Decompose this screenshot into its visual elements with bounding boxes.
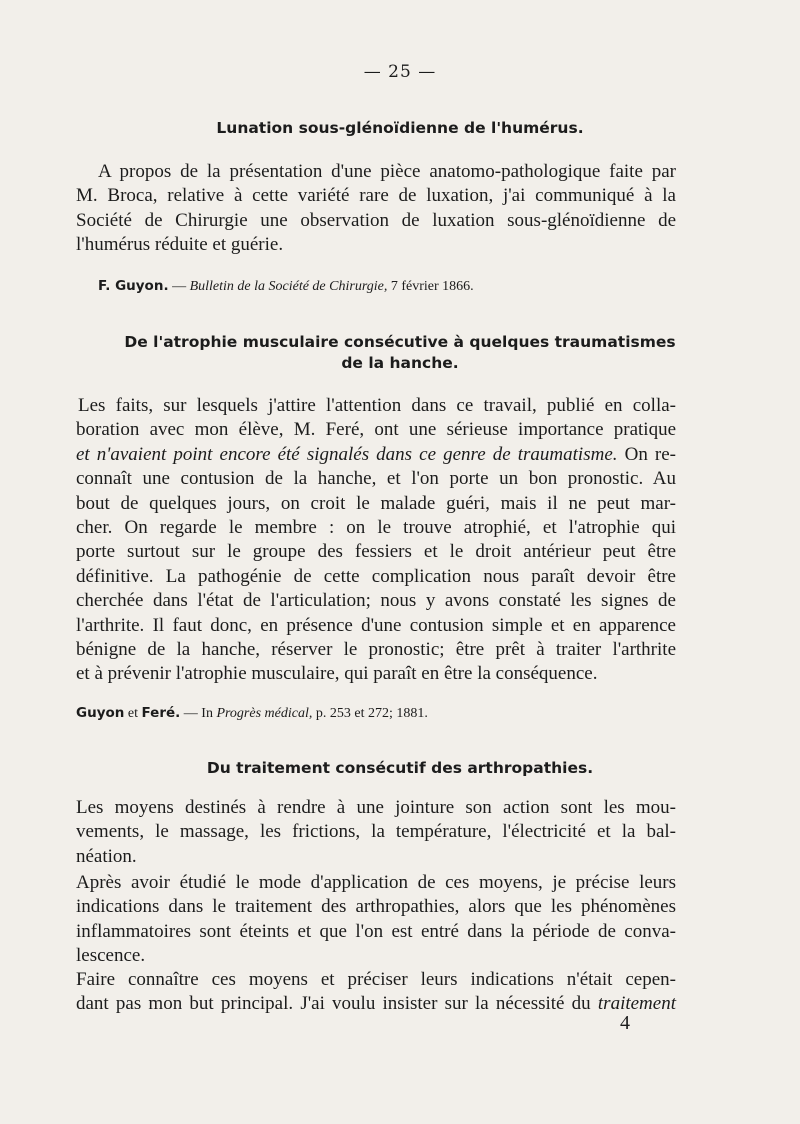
text-line: boration avec mon élève, M. Feré, ont une sérieuse importance pratique — [76, 419, 676, 441]
text-line: Société de Chirurgie une observation de luxation sous-glénoïdienne de — [76, 209, 676, 231]
reference-author: F. Guyon. — [98, 278, 169, 294]
italic-fragment: et n'avaient point encore été signalés dans ce genre de traumatisme. — [76, 443, 618, 465]
text-line: et à prévenir l'atrophie musculaire, qui paraît en être la conséquence. — [76, 663, 598, 685]
text-line: connaît une contusion de la hanche, et l'on porte un bon pronostic. Au — [76, 468, 676, 490]
section-3-paragraph-2 — [76, 871, 676, 969]
signature-mark: 4 — [620, 1012, 630, 1034]
reference-in: In — [201, 706, 217, 721]
text-line: Les moyens destinés à rendre à une jointure son action sont les mou- — [76, 797, 676, 818]
text-line: lescence. — [76, 945, 146, 967]
section-3-paragraph-1 — [76, 796, 676, 869]
reference-author: Guyon — [76, 705, 125, 721]
text-line: M. Broca, relative à cette variété rare de luxation, j'ai communiqué à la — [76, 185, 676, 207]
section-1-paragraph — [76, 160, 676, 258]
reference-author: Feré. — [141, 705, 181, 721]
text-line: Après avoir étudié le mode d'application de ces moyens, je précise leurs — [76, 872, 676, 893]
reference-source: Progrès médical, — [216, 706, 313, 721]
text-line: cherchée dans l'état de l'articulation; nous y avons constaté les signes de — [76, 590, 676, 612]
section-1-reference — [98, 277, 718, 296]
section-1-title: Lunation sous-glénoïdienne de l'humérus. — [216, 119, 584, 137]
text-fragment: dant pas mon but principal. J'ai voulu insister sur la nécessité du — [76, 993, 591, 1015]
text-line: l'arthrite. Il faut donc, en présence d'une contusion simple et en apparence — [76, 614, 676, 636]
text-line: néation. — [76, 845, 137, 867]
section-2-title-line-1: De l'atrophie musculaire consécutive à quelques traumatismes — [124, 333, 676, 351]
section-2-title-line-2: de la hanche. — [341, 354, 459, 372]
text-line: bout de quelques jours, on croit le malade guéri, mais il ne peut mar- — [76, 492, 676, 514]
text-line: bénigne de la hanche, réserver le pronostic; être prêt à traiter l'arthrite — [76, 639, 676, 661]
reference-date: 7 février 1866. — [387, 279, 474, 294]
text-line: inflammatoires sont éteints et que l'on est entré dans la période de conva- — [76, 920, 676, 942]
section-2-reference — [76, 704, 696, 723]
text-line-with-italic — [76, 992, 676, 1016]
section-2-paragraph — [76, 394, 676, 687]
text-line: l'humérus réduite et guérie. — [76, 234, 284, 256]
text-line: Les faits, sur lesquels j'attire l'attention dans ce travail, publié en colla- — [78, 395, 676, 416]
section-3-title: Du traitement consécutif des arthropathies. — [206, 759, 594, 777]
reference-conjunction: et — [124, 706, 142, 721]
text-line: vements, le massage, les frictions, la température, l'électricité et la bal- — [76, 821, 676, 843]
section-3-paragraph-3 — [76, 968, 676, 1017]
text-line: Faire connaître ces moyens et préciser leurs indications n'était cepen- — [76, 969, 676, 990]
text-line-with-italic: et n'avaient point encore été signalés dans ce genre de traumatisme. On re- — [76, 443, 676, 465]
page-number: — 25 — — [363, 62, 437, 82]
text-line: indications dans le traitement des arthropathies, alors que les phénomènes — [76, 896, 676, 918]
text-line: cher. On regarde le membre : on le trouve atrophié, et l'atrophie qui — [76, 517, 676, 539]
italic-fragment: traitement — [597, 993, 676, 1015]
reference-pages: p. 253 et 272; 1881. — [312, 706, 428, 721]
text-line: A propos de la présentation d'une pièce anatomo-pathologique faite par — [98, 161, 676, 182]
text-line: définitive. La pathogénie de cette complication nous paraît devoir être — [76, 565, 676, 587]
reference-source: Bulletin de la Société de Chirurgie, — [189, 279, 388, 294]
text-line: porte surtout sur le groupe des fessiers et le droit antérieur peut être — [76, 541, 676, 563]
reference-dash: — — [180, 706, 202, 721]
reference-dash: — — [168, 279, 190, 294]
section-2-title — [60, 332, 740, 374]
